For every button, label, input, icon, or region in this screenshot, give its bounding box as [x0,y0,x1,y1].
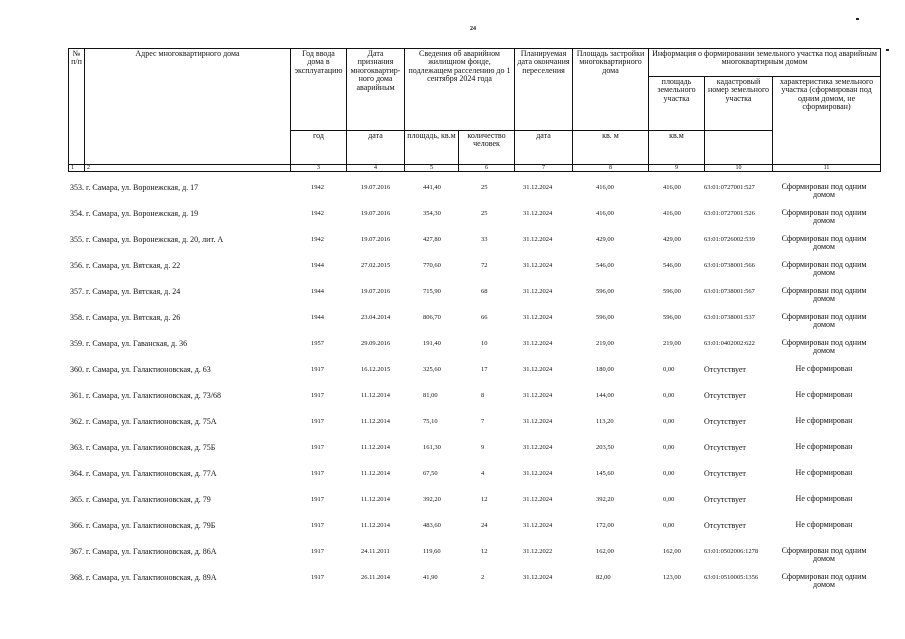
col-number: 6 [459,165,515,172]
people-count-cell: 7 [481,418,485,425]
unit-col-6: количество человек [459,131,515,165]
land-status-cell: Не сформирован [795,468,853,477]
building-area-cell: 162,00 [596,548,614,555]
unit-col-3: год [291,131,347,165]
land-status-cell: Сформирован под одним домом [781,260,867,278]
address-cell: 361. г. Самара, ул. Галактионовская, д. 73/68 [70,391,222,400]
land-area-cell: 0,00 [663,496,675,503]
building-area-cell: 596,00 [596,314,614,321]
header-col-10: кадастровый номер земельного участка [705,77,773,131]
land-area-cell: 0,00 [663,366,675,373]
cadastral-number-cell: 63:01:0738001:537 [704,314,755,321]
table-row [68,284,880,310]
planned-date-cell: 31.12.2024 [523,210,553,217]
land-status-cell: Не сформирован [795,520,853,529]
cadastral-number-cell: 63:01:0510005:1356 [704,574,759,581]
address-cell: 364. г. Самара, ул. Галактионовская, д. 77А [70,469,217,478]
table-row [68,206,880,232]
table-row [68,362,880,388]
year-cell: 1942 [311,236,324,243]
planned-date-cell: 31.12.2024 [523,418,553,425]
land-status-cell: Сформирован под одним домом [781,208,867,226]
land-area-cell: 416,00 [663,184,681,191]
table-body [68,180,880,596]
col-number: 10 [705,165,773,172]
address-cell: 354. г. Самара, ул. Воронежская, д. 19 [70,209,199,218]
planned-date-cell: 31.12.2024 [523,184,553,191]
land-status-cell: Не сформирован [795,494,853,503]
header-col-4: Дата признания многоквартир-ного дома аварийным [347,49,405,131]
cadastral-number-cell: 63:01:0402002:622 [704,340,755,347]
cadastral-number-cell: Отсутствует [704,417,746,426]
land-area-cell: 0,00 [663,392,675,399]
recognition-date-cell: 27.02.2015 [361,262,391,269]
land-status-cell: Сформирован под одним домом [781,338,867,356]
address-cell: 366. г. Самара, ул. Галактионовская, д. 79Б [70,521,216,530]
table-row [68,518,880,544]
land-area-cell: 0,00 [663,444,675,451]
table-row [68,180,880,206]
land-area-cell: 123,00 [663,574,681,581]
header-col-5-6: Сведения об аварийном жилищном фонде, подлежащем расселению до 1 сентября 2024 года [405,49,515,131]
recognition-date-cell: 11.12.2014 [361,496,391,503]
planned-date-cell: 31.12.2024 [523,262,553,269]
unit-col-7: дата [515,131,573,165]
cadastral-number-cell: Отсутствует [704,521,746,530]
col-number: 8 [573,165,649,172]
cadastral-number-cell: Отсутствует [704,391,746,400]
table-row [68,570,880,596]
planned-date-cell: 31.12.2024 [523,392,553,399]
address-cell: 358. г. Самара, ул. Вятская, д. 26 [70,313,181,322]
header-col-9-11: Информация о формировании земельного участка под аварийным многоквартирным домом [649,49,881,77]
table-row [68,336,880,362]
area-cell: 441,40 [423,184,441,191]
people-count-cell: 17 [481,366,488,373]
land-area-cell: 0,00 [663,470,675,477]
area-cell: 770,60 [423,262,441,269]
area-cell: 325,60 [423,366,441,373]
area-cell: 392,20 [423,496,441,503]
building-area-cell: 392,20 [596,496,614,503]
land-status-cell: Сформирован под одним домом [781,572,867,590]
year-cell: 1917 [311,444,324,451]
land-area-cell: 546,00 [663,262,681,269]
recognition-date-cell: 26.11.2014 [361,574,391,581]
planned-date-cell: 31.12.2024 [523,288,553,295]
planned-date-cell: 31.12.2022 [523,548,553,555]
building-area-cell: 113,20 [596,418,614,425]
people-count-cell: 24 [481,522,488,529]
land-area-cell: 429,00 [663,236,681,243]
people-count-cell: 66 [481,314,488,321]
area-cell: 75,10 [423,418,438,425]
table-row [68,466,880,492]
planned-date-cell: 31.12.2024 [523,470,553,477]
people-count-cell: 68 [481,288,488,295]
address-cell: 356. г. Самара, ул. Вятская, д. 22 [70,261,181,270]
people-count-cell: 12 [481,496,488,503]
building-area-cell: 596,00 [596,288,614,295]
address-cell: 368. г. Самара, ул. Галактионовская, д. 89А [70,573,217,582]
col-number: 11 [773,165,881,172]
recognition-date-cell: 16.12.2015 [361,366,391,373]
land-area-cell: 596,00 [663,314,681,321]
cadastral-number-cell: Отсутствует [704,469,746,478]
land-status-cell: Сформирован под одним домом [781,182,867,200]
land-status-cell: Не сформирован [795,442,853,451]
year-cell: 1944 [311,314,324,321]
people-count-cell: 33 [481,236,488,243]
year-cell: 1944 [311,262,324,269]
people-count-cell: 8 [481,392,485,399]
cadastral-number-cell: Отсутствует [704,443,746,452]
cadastral-number-cell: Отсутствует [704,365,746,374]
planned-date-cell: 31.12.2024 [523,236,553,243]
recognition-date-cell: 11.12.2014 [361,444,391,451]
year-cell: 1942 [311,210,324,217]
scan-speck [886,49,889,51]
table-row [68,310,880,336]
people-count-cell: 12 [481,548,488,555]
area-cell: 483,60 [423,522,441,529]
land-area-cell: 219,00 [663,340,681,347]
table-row [68,388,880,414]
recognition-date-cell: 24.11.2011 [361,548,390,555]
land-status-cell: Сформирован под одним домом [781,286,867,304]
planned-date-cell: 31.12.2024 [523,314,553,321]
header-col-2: Адрес многоквартирного дома [85,49,291,165]
recognition-date-cell: 29.09.2016 [361,340,391,347]
col-number: 5 [405,165,459,172]
land-area-cell: 0,00 [663,522,675,529]
planned-date-cell: 31.12.2024 [523,522,553,529]
year-cell: 1917 [311,496,324,503]
building-area-cell: 416,00 [596,184,614,191]
col-number: 4 [347,165,405,172]
recognition-date-cell: 11.12.2014 [361,418,391,425]
people-count-cell: 2 [481,574,485,581]
unit-col-9: кв.м [649,131,705,165]
col-number: 7 [515,165,573,172]
land-area-cell: 162,00 [663,548,681,555]
area-cell: 161,30 [423,444,441,451]
building-area-cell: 416,00 [596,210,614,217]
unit-col-4: дата [347,131,405,165]
year-cell: 1917 [311,574,324,581]
recognition-date-cell: 11.12.2014 [361,392,391,399]
building-area-cell: 145,60 [596,470,614,477]
unit-col-10 [705,131,773,165]
planned-date-cell: 31.12.2024 [523,496,553,503]
year-cell: 1917 [311,548,324,555]
header-col-1: № п/п [69,49,85,165]
address-cell: 363. г. Самара, ул. Галактионовская, д. 75Б [70,443,216,452]
table-row [68,492,880,518]
header-col-7: Планируемая дата окончания переселения [515,49,573,131]
table-row [68,544,880,570]
year-cell: 1917 [311,522,324,529]
area-cell: 354,30 [423,210,441,217]
cadastral-number-cell: Отсутствует [704,495,746,504]
building-area-cell: 219,00 [596,340,614,347]
col-number: 2 [85,165,291,172]
building-area-cell: 546,00 [596,262,614,269]
recognition-date-cell: 19.07.2016 [361,210,391,217]
scan-speck [856,18,859,20]
area-cell: 67,50 [423,470,438,477]
area-cell: 41,90 [423,574,438,581]
year-cell: 1917 [311,366,324,373]
people-count-cell: 10 [481,340,488,347]
year-cell: 1942 [311,184,324,191]
land-status-cell: Сформирован под одним домом [781,312,867,330]
area-cell: 119,60 [423,548,441,555]
people-count-cell: 4 [481,470,485,477]
address-cell: 360. г. Самара, ул. Галактионовская, д. 63 [70,365,211,374]
table-header [68,48,881,172]
land-area-cell: 0,00 [663,418,675,425]
page-number: 24 [470,26,476,32]
building-area-cell: 172,00 [596,522,614,529]
unit-col-8: кв. м [573,131,649,165]
cadastral-number-cell: 63:01:0502006:1278 [704,548,759,555]
table-row [68,232,880,258]
address-cell: 367. г. Самара, ул. Галактионовская, д. 86А [70,547,217,556]
col-number: 3 [291,165,347,172]
header-col-11: характеристика земельного участка (сформирован под одним домом, не сформирован) [773,77,881,165]
planned-date-cell: 31.12.2024 [523,574,553,581]
land-status-cell: Не сформирован [795,364,853,373]
address-cell: 359. г. Самара, ул. Гаванская, д. 36 [70,339,188,348]
recognition-date-cell: 19.07.2016 [361,236,391,243]
header-col-9: площадь земельного участка [649,77,705,131]
address-cell: 362. г. Самара, ул. Галактионовская, д. 75А [70,417,217,426]
table-row [68,258,880,284]
land-status-cell: Сформирован под одним домом [781,546,867,564]
cadastral-number-cell: 63:01:0727001:526 [704,210,755,217]
people-count-cell: 72 [481,262,488,269]
area-cell: 806,70 [423,314,441,321]
recognition-date-cell: 23.04.2014 [361,314,391,321]
recognition-date-cell: 19.07.2016 [361,184,391,191]
cadastral-number-cell: 63:01:0738001:566 [704,262,755,269]
year-cell: 1917 [311,418,324,425]
people-count-cell: 25 [481,210,488,217]
recognition-date-cell: 11.12.2014 [361,522,391,529]
address-cell: 353. г. Самара, ул. Воронежская, д. 17 [70,183,199,192]
recognition-date-cell: 19.07.2016 [361,288,391,295]
year-cell: 1944 [311,288,324,295]
building-area-cell: 180,00 [596,366,614,373]
cadastral-number-cell: 63:01:0738001:567 [704,288,755,295]
cadastral-number-cell: 63:01:0726002:539 [704,236,755,243]
area-cell: 81,00 [423,392,438,399]
col-number: 1 [69,165,85,172]
building-area-cell: 203,50 [596,444,614,451]
year-cell: 1957 [311,340,324,347]
header-col-8: Площадь застройки многоквартирного дома [573,49,649,131]
col-number: 9 [649,165,705,172]
building-area-cell: 429,00 [596,236,614,243]
building-area-cell: 144,00 [596,392,614,399]
people-count-cell: 25 [481,184,488,191]
land-status-cell: Не сформирован [795,390,853,399]
table-row [68,440,880,466]
land-area-cell: 596,00 [663,288,681,295]
area-cell: 191,40 [423,340,441,347]
year-cell: 1917 [311,392,324,399]
land-status-cell: Не сформирован [795,416,853,425]
address-cell: 365. г. Самара, ул. Галактионовская, д. 79 [70,495,211,504]
area-cell: 427,80 [423,236,441,243]
recognition-date-cell: 11.12.2014 [361,470,391,477]
address-cell: 355. г. Самара, ул. Воронежская, д. 20, лит. А [70,235,224,244]
planned-date-cell: 31.12.2024 [523,444,553,451]
area-cell: 715,90 [423,288,441,295]
address-cell: 357. г. Самара, ул. Вятская, д. 24 [70,287,181,296]
building-area-cell: 82,00 [596,574,611,581]
year-cell: 1917 [311,470,324,477]
planned-date-cell: 31.12.2024 [523,366,553,373]
people-count-cell: 9 [481,444,485,451]
unit-col-5: площадь, кв.м [405,131,459,165]
land-status-cell: Сформирован под одним домом [781,234,867,252]
table-row [68,414,880,440]
land-area-cell: 416,00 [663,210,681,217]
planned-date-cell: 31.12.2024 [523,340,553,347]
header-col-3: Год ввода дома в эксплуатацию [291,49,347,131]
cadastral-number-cell: 63:01:0727001:527 [704,184,755,191]
